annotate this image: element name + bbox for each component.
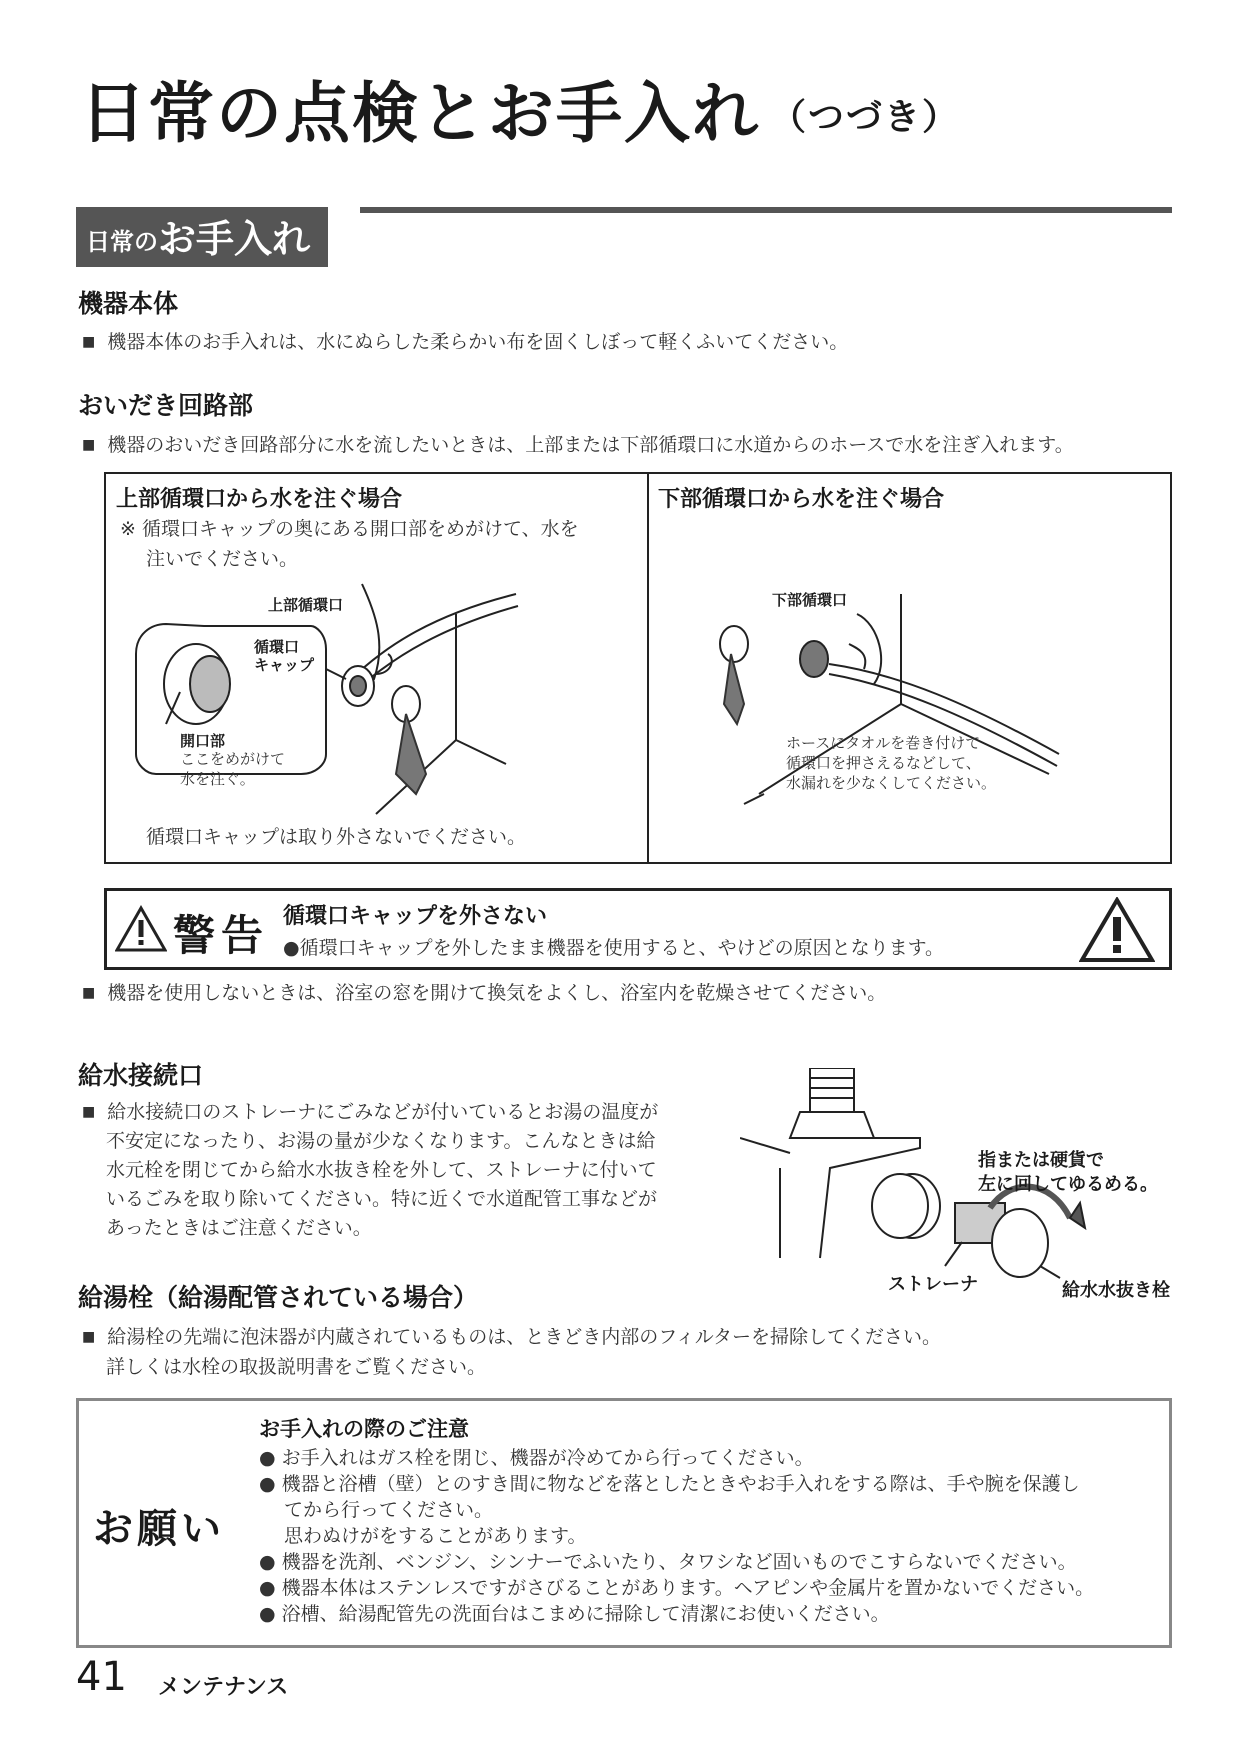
warning-triangle-icon xyxy=(115,905,167,953)
oidaki-figure-box xyxy=(104,472,1172,864)
dry-bullet-text: 機器を使用しないときは、浴室の窓を開けて換気をよくし、浴室内を乾燥させてください。 xyxy=(107,982,887,1004)
label-finger-line1: 指または硬貨で xyxy=(978,1150,1104,1171)
page-number: 41 xyxy=(76,1654,127,1700)
kyuto-bullet-line2: 詳しくは水栓の取扱説明書をご覧ください。 xyxy=(106,1356,487,1378)
label-drain-plug: 給水水抜き栓 xyxy=(1062,1280,1170,1301)
oidaki-heading: おいだき回路部 xyxy=(78,391,254,420)
label-cap-line2: キャップ xyxy=(254,656,315,674)
lower-inlet-illustration xyxy=(649,474,1172,864)
square-bullet-icon: ■ xyxy=(82,1329,96,1345)
notice-word: お願い xyxy=(93,1506,225,1552)
hose-tip-line2: 循環口を押さえるなどして、 xyxy=(786,754,981,772)
square-bullet-icon: ■ xyxy=(82,334,96,350)
kyuto-bullet-text: 給湯栓の先端に泡沫器が内蔵されているものは、ときどき内部のフィルターを掃除してください。 xyxy=(107,1326,941,1348)
notice-title: お手入れの際のご注意 xyxy=(259,1417,469,1441)
note-mark: ※ xyxy=(120,518,136,540)
square-bullet-icon: ■ xyxy=(82,985,96,1001)
kyusui-line-text: 給水接続口のストレーナにごみなどが付いているとお湯の温度が xyxy=(107,1101,659,1123)
kiki-bullet xyxy=(82,327,848,358)
page-title-main: 日常の点検とお手入れ xyxy=(80,75,760,152)
warning-word: 警告 xyxy=(173,911,270,960)
section-tag-prefix: 日常の xyxy=(86,228,158,256)
oidaki-bullet xyxy=(82,430,1074,461)
section-tag-label: お手入れ xyxy=(158,217,311,261)
notice-item: ● 機器と浴槽（壁）とのすき間に物などを落としたときやお手入れをする際は、手や腕を保護し xyxy=(259,1473,1080,1495)
notice-item: ● 浴槽、給湯配管先の洗面台はこまめに掃除して清潔にお使いください。 xyxy=(259,1603,890,1625)
oidaki-bullet-text: 機器のおいだき回路部分に水を流したいときは、上部または下部循環口に水道からのホースで水を注ぎ入れます。 xyxy=(107,434,1074,456)
warning-triangle-large-icon xyxy=(1079,897,1155,963)
figure-left-heading: 上部循環口から水を注ぐ場合 xyxy=(116,487,403,512)
opening-hint-line2: 水を注ぐ。 xyxy=(180,770,255,788)
section-rule xyxy=(360,207,1172,213)
notice-box xyxy=(76,1398,1172,1648)
kyusui-paragraph xyxy=(82,1098,658,1243)
warning-title: 循環口キャップを外さない xyxy=(283,904,548,929)
hose-tip-line1: ホースにタオルを巻き付けて xyxy=(786,734,981,752)
page-title-sub: （つづき） xyxy=(770,97,961,139)
kyuto-heading: 給湯栓（給湯配管されている場合） xyxy=(78,1283,479,1312)
square-bullet-icon: ■ xyxy=(82,1104,96,1120)
figure-left-caption: 循環口キャップは取り外さないでください。 xyxy=(146,826,527,848)
dry-bullet xyxy=(82,978,886,1009)
kyusui-line: 水元栓を閉じてから給水水抜き栓を外して、ストレーナに付いて xyxy=(106,1159,657,1181)
label-finger-line2: 左に回してゆるめる。 xyxy=(978,1174,1158,1195)
page-title xyxy=(80,75,961,152)
kyusui-line: あったときはご注意ください。 xyxy=(106,1217,372,1239)
hose-tip-line3: 水漏れを少なくしてください。 xyxy=(786,774,997,792)
footer-section-label: メンテナンス xyxy=(158,1675,289,1700)
square-bullet-icon: ■ xyxy=(82,437,96,453)
warning-body: ●循環口キャップを外したまま機器を使用すると、やけどの原因となります。 xyxy=(283,937,945,959)
figure-left-note-line2: 注いでください。 xyxy=(146,548,299,570)
note-text-1: 循環口キャップの奥にある開口部をめがけて、水を xyxy=(141,518,579,540)
notice-item: ● 機器本体はステンレスですがさびることがあります。ヘアピンや金属片を置かないでください。 xyxy=(259,1577,1095,1599)
opening-hint-line1: ここをめがけて xyxy=(180,750,286,768)
notice-list xyxy=(259,1445,1094,1627)
upper-inlet-illustration xyxy=(106,474,646,864)
kiki-bullet-text: 機器本体のお手入れは、水にぬらした柔らかい布を固くしぼって軽くふいてください。 xyxy=(107,331,849,353)
warning-box xyxy=(104,888,1172,970)
kyusui-line: 不安定になったり、お湯の量が少なくなります。こんなときは給 xyxy=(106,1130,656,1152)
notice-item: 思わぬけがをすることがあります。 xyxy=(259,1525,587,1547)
notice-item: ● 機器を洗剤、ベンジン、シンナーでふいたり、タワシなど固いものでこすらないでください。 xyxy=(259,1551,1077,1573)
notice-item: てから行ってください。 xyxy=(259,1499,494,1521)
kyusui-line xyxy=(82,1098,658,1127)
label-opening: 開口部 xyxy=(180,732,226,750)
kyuto-bullet xyxy=(82,1322,941,1353)
label-strainer: ストレーナ xyxy=(888,1274,978,1295)
label-lower-inlet: 下部循環口 xyxy=(772,591,848,609)
label-upper-inlet: 上部循環口 xyxy=(268,596,344,614)
kiki-heading: 機器本体 xyxy=(78,289,179,318)
kyusui-heading: 給水接続口 xyxy=(78,1061,204,1090)
section-tag xyxy=(76,207,328,267)
notice-item: ● お手入れはガス栓を閉じ、機器が冷めてから行ってください。 xyxy=(259,1447,814,1469)
figure-right-heading: 下部循環口から水を注ぐ場合 xyxy=(658,487,945,512)
kyusui-line: いるごみを取り除いてください。特に近くで水道配管工事などが xyxy=(106,1188,658,1210)
label-cap-line1: 循環口 xyxy=(254,638,300,656)
